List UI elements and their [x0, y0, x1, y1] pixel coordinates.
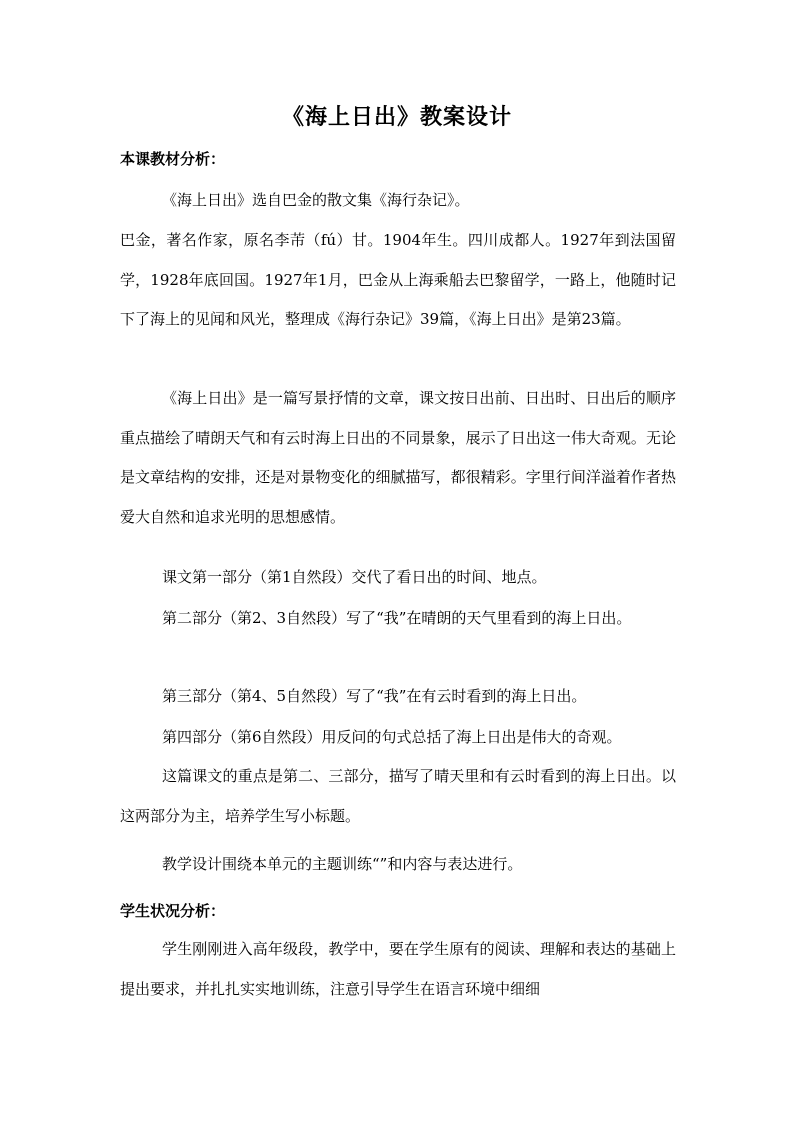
paragraph-author-bio: 巴金，著名作家，原名李芾（fú）甘。1904年生。四川成都人。1927年到法国留学，1928年底回国。1927年1月，巴金从上海乘船去巴黎留学，一路上，他随时记下了海上的见闻和风光，整理成《海行杂记》39篇，《海上日出》是第23篇。 — [120, 231, 676, 328]
document-title: 《海上日出》教案设计 — [281, 105, 512, 130]
paragraph-text-summary: 《海上日出》是一篇写景抒情的文章，课文按日出前、日出时、日出后的顺序重点描绘了晴朗天气和有云时海上日出的不同景象，展示了日出这一伟大奇观。无论是文章结构的安排，还是对景物变化的细腻描写，都很精彩。字里行间洋溢着作者热爱大自然和追求光明的思想感情。 — [120, 389, 676, 526]
paragraph-part-four: 第四部分（第6自然段）用反问的句式总括了海上日出是伟大的奇观。 — [162, 728, 622, 746]
section-heading-student-analysis: 学生状况分析： — [120, 902, 226, 920]
paragraph-key-points: 这篇课文的重点是第二、三部分，描写了晴天里和有云时看到的海上日出。以这两部分为主，培养学生写小标题。 — [120, 767, 676, 825]
section-heading-textbook-analysis: 本课教材分析： — [120, 150, 226, 168]
paragraph-part-one: 课文第一部分（第1自然段）交代了看日出的时间、地点。 — [162, 568, 547, 586]
paragraph-design-theme: 教学设计围绕本单元的主题训练“”和内容与表达进行。 — [162, 855, 523, 873]
paragraph-part-two: 第二部分（第2、3自然段）写了“我”在晴朗的天气里看到的海上日出。 — [162, 609, 632, 627]
paragraph-source: 《海上日出》选自巴金的散文集《海行杂记》。 — [162, 191, 470, 209]
paragraph-student-status: 学生刚刚进入高年级段，教学中，要在学生原有的阅读、理解和表达的基础上提出要求，并扎扎实实地训练，注意引导学生在语言环境中细细 — [120, 940, 676, 998]
paragraph-part-three: 第三部分（第4、5自然段）写了“我”在有云时看到的海上日出。 — [162, 687, 587, 705]
